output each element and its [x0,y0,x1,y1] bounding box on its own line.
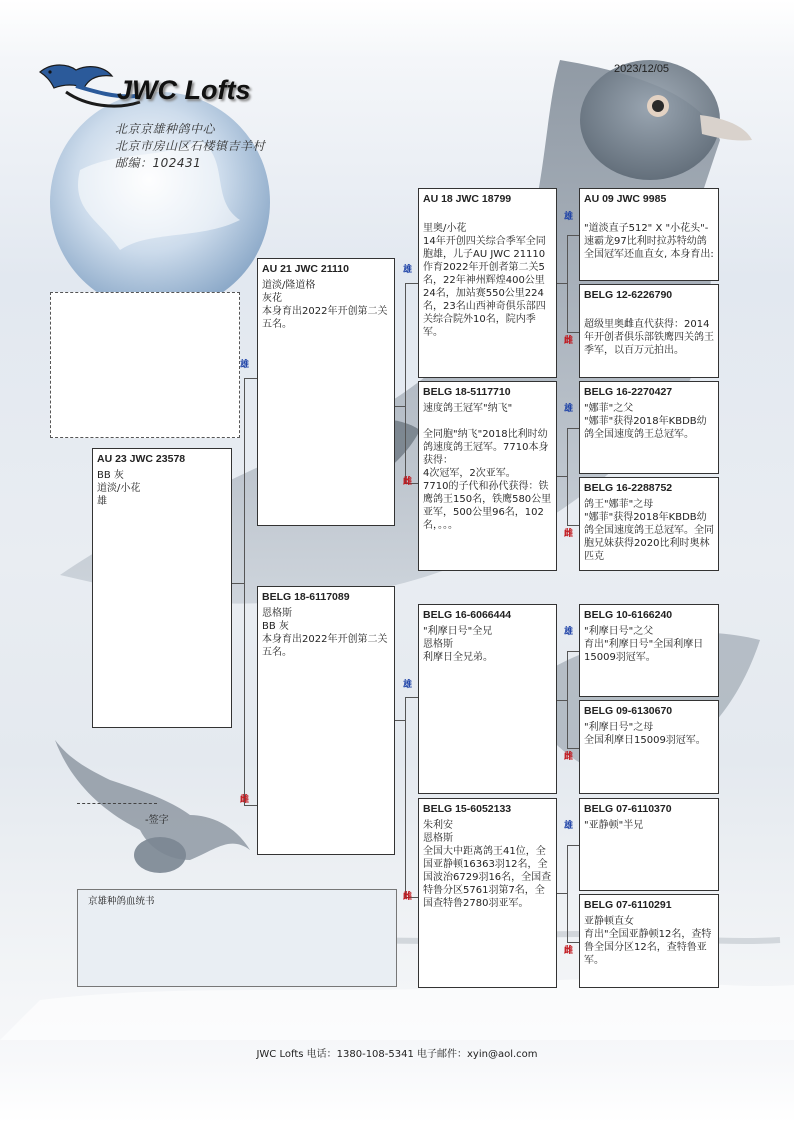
connector-line [567,845,568,942]
ring-number: BELG 18-5117710 [423,386,511,398]
ring-number: BELG 16-2270427 [584,386,673,398]
ring-number: BELG 16-2288752 [584,482,673,494]
logo-text: JWC Lofts [117,75,251,105]
ring-number: BELG 09-6130670 [584,705,673,717]
sdd-card[interactable] [579,477,719,571]
card-description: "娜菲"之父 "娜菲"获得2018年KBDB幼鸽全国速度鸽王总冠军。 [584,402,707,440]
connector-line [567,428,568,525]
ring-number: AU 09 JWC 9985 [584,193,667,205]
connector-line [244,378,257,379]
card-description: 速度鸽王冠军"纳飞" 全同胞"纳飞"2018比利时幼鸽速度鸽王冠军。7710本身获得： 4次冠军，2次亚军。 7710的子代和孙代获得：铁鹰鸽王150名，铁鹰580公里亚军，500公里96名，102名，。。。 [423,402,552,531]
connector-line [405,283,418,284]
connector-line [557,476,567,477]
female-marker: 雌 [240,795,250,805]
card-description: 道淡/隆道格 灰花 本身育出2022年开创第二关五名。 [262,279,388,330]
dsd-card[interactable] [579,700,719,794]
ring-number: BELG 18-6117089 [262,591,350,603]
connector-line [395,720,405,721]
ssd-card[interactable] [579,284,719,378]
connector-line [567,651,579,652]
ring-number: BELG 07-6110291 [584,899,672,911]
ring-number: AU 21 JWC 21110 [262,263,349,275]
connector-line [567,332,579,333]
notes-title: 京雄种鸽血统书 [88,896,155,907]
notes-box[interactable] [77,889,397,987]
signature-label: -签字 [145,815,169,826]
connector-line [567,942,579,943]
ring-number: AU 18 JWC 18799 [423,193,512,205]
footer-contact: JWC Lofts 电话：1380-108-5341 电子邮件：xyin@aol.com [256,1049,538,1060]
connector-line [405,283,406,483]
connector-line [405,697,406,897]
female-marker: 雌 [564,336,574,346]
sire-sire-card[interactable] [418,188,557,378]
connector-line [567,235,579,236]
card-description: 里奥/小花 14年开创四关综合季军全同胞雄，儿子AU JWC 21110作育2022年开创者第二关5名，22年神州辉煌400公里24名，加站赛550公里224名，23名山西神奇俱乐部四关综合院外10名，院内季军。 [423,222,546,338]
dam-sire-card[interactable] [418,604,557,794]
photo-placeholder[interactable] [50,292,240,438]
card-description: "利摩日号"之母 全国利摩日15009羽冠军。 [584,721,706,746]
connector-line [232,583,244,584]
connector-line [557,893,567,894]
male-marker: 雄 [564,821,574,831]
ring-number: AU 23 JWC 23578 [97,453,186,465]
card-description: "利摩日号"之父 育出"利摩日号"全国利摩日15009羽冠军。 [584,625,704,663]
dds-card[interactable] [579,798,719,891]
card-description: "利摩日号"全兄 恩格斯 利摩日全兄弟。 [423,625,493,663]
ring-number: BELG 12-6226790 [584,289,673,301]
address-line-2: 北京市房山区石楼镇吉羊村 [115,139,266,153]
connector-line [567,845,579,846]
address-line-3: 邮编：102431 [115,156,202,170]
female-marker: 雌 [564,529,574,539]
ring-number: BELG 10-6166240 [584,609,673,621]
male-marker: 雄 [403,680,413,690]
ring-number: BELG 07-6110370 [584,803,672,815]
connector-line [567,651,568,748]
connector-line [557,700,567,701]
card-description: 亚静顿直女 育出"全国亚静顿12名，查特鲁全国分区12名，查特鲁亚军。 [584,915,712,966]
ring-number: BELG 16-6066444 [423,609,512,621]
sds-card[interactable] [579,381,719,474]
sire-dam-card[interactable] [418,381,557,571]
male-marker: 雄 [564,627,574,637]
male-marker: 雄 [240,360,250,370]
card-description: BB 灰 道淡/小花 雄 [97,469,141,507]
male-marker: 雄 [564,404,574,414]
card-description: 恩格斯 BB 灰 本身育出2022年开创第二关五名。 [262,607,388,658]
dam-dam-card[interactable] [418,798,557,988]
card-description: 超级里奥雌直代获得：2014年开创者俱乐部铁鹰四关鸽王季军，以百万元拍出。 [584,318,714,356]
address-line-1: 北京京雄种鸽中心 [115,122,216,136]
sire-card[interactable] [257,258,395,526]
female-marker: 雌 [403,892,413,902]
connector-line [244,378,245,805]
card-description: 朱利安 恩格斯 全国大中距离鸽王41位，全国亚静顿16363羽12名，全国波治6729羽16名，全国查特鲁分区5761羽第7名，全国查特鲁2780羽亚军。 [423,819,552,909]
connector-line [244,805,257,806]
connector-line [405,697,418,698]
signature-line [77,803,157,804]
dss-card[interactable] [579,604,719,697]
ddd-card[interactable] [579,894,719,988]
sss-card[interactable] [579,188,719,281]
female-marker: 雌 [403,477,413,487]
male-marker: 雄 [403,265,413,275]
connector-line [567,428,579,429]
connector-line [557,283,567,284]
female-marker: 雌 [564,752,574,762]
card-description: 鸽王"娜菲"之母 "娜菲"获得2018年KBDB幼鸽全国速度鸽王总冠军。全同胞兄妹获得2020比利时奥林匹克 [584,498,714,562]
connector-line [567,748,579,749]
ring-number: BELG 15-6052133 [423,803,512,815]
card-description: "道淡直子512" X "小花头"-速霸龙97比利时拉苏特幼鸽全国冠军还血直女, 本身育出: [584,222,714,260]
connector-line [567,235,568,332]
card-description: "亚静顿"半兄 [584,819,644,831]
dam-card[interactable] [257,586,395,855]
connector-line [567,525,579,526]
connector-line [395,406,405,407]
female-marker: 雌 [564,946,574,956]
male-marker: 雄 [564,212,574,222]
date: 2023/12/05 [614,63,670,75]
subject-card[interactable] [92,448,232,728]
